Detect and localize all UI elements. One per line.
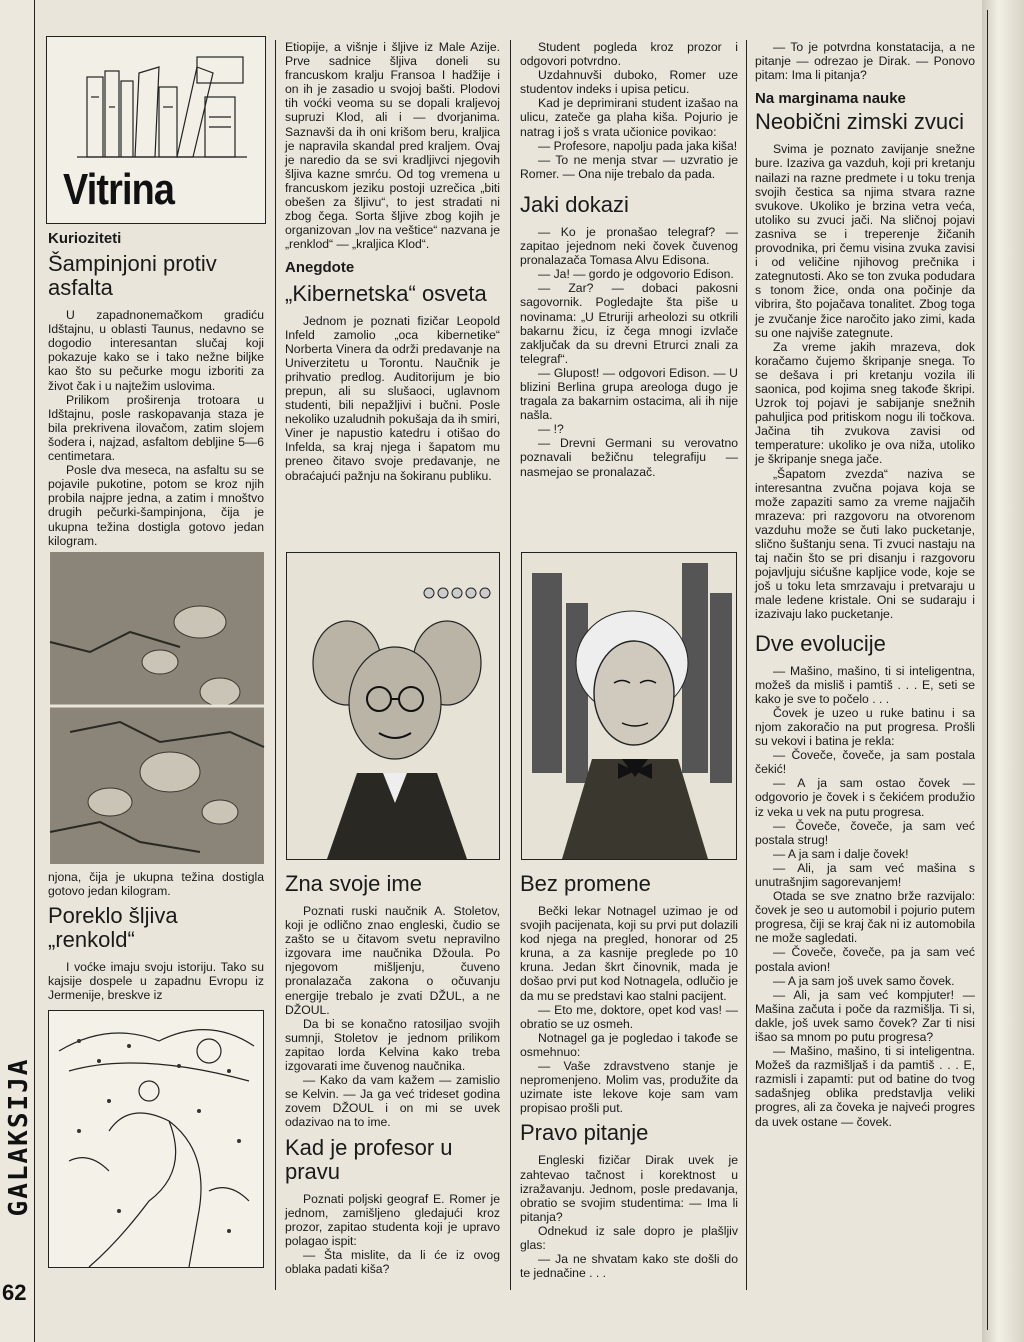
drawing	[522, 553, 736, 859]
paragraph: Čovek je uzeo u ruke batinu i sa njom zakoračio na put progresa. Prošli su vekovi i batina je rekla:	[755, 705, 975, 749]
column-3-continued	[520, 866, 738, 1280]
column-4	[755, 40, 975, 1129]
book-spine	[135, 67, 159, 157]
paragraph: — Mašino, mašino, ti si inteligentna. Možeš da razmišljaš i da pamtiš . . . E, razmisli i zapamti: put od batine do tvog sadašnjeg oblika predstavlja veliki progres, ali za čoveka je najveći progres da uvek ostane — čovek.	[755, 1044, 975, 1129]
kicker: Anegdote	[285, 259, 355, 277]
drawing	[287, 553, 499, 859]
headline: Šampinjoni protiv asfalta	[48, 251, 217, 301]
paragraph: — Šta mislite, da li će iz ovog oblaka padati kiša?	[285, 1247, 500, 1276]
headline: Zna svoje ime	[285, 871, 422, 896]
paragraph: Da bi se konačno ratosiljao svojih sumnji, Stoletov je jednom prilikom zapitao lorda Kelvina kako treba izgovarati ime čuvenog naučnika.	[285, 1016, 500, 1074]
page-edge-rule	[987, 10, 988, 1330]
paragraph: — Zar? — dobaci pakosni sagovornik. Pogledajte šta piše u novinama: „U Etruriji arheolozi su otkrili bakarnu žicu, iz čega mnogi izvlače zaključak da su drevni Etrurci znali za telegraf“.	[520, 281, 738, 366]
paragraph: — Vaše zdravstveno stanje je nepromenjeno. Molim vas, produžite da uzimate iste lekove koje sam vam propisao prošli put.	[520, 1059, 738, 1116]
book-spine	[177, 67, 213, 157]
paragraph: — Čoveče, čoveče, ja sam već postala strug!	[755, 818, 975, 847]
vitrina-header-box	[46, 36, 266, 224]
paragraph: Etiopije, a višnje i šljive iz Male Azije. Prve sadnice šljiva doneli su francuskom kralju Fransoa I hadžije i on ih je zasadio u svojoj bašti. Plodovi tih voćki veoma su se dopali kraljevoj supruzi Klod, ali i — dvorjanima. Saznavši da ih oni krišom beru, kraljica je napravila skandal pred kraljem. Ovaj je naredio da se svi kradljivci njegovih šljiva kazne smrću. Od tog vremena u francuskom jeziku postoji uzrečica „biti obešen za šljivu“, to jest stradati ni zbog čega. Sorta šljive zbog kojih je organizovan „lov na veštice“ nazvana je „renklod“ — „kraljica Klod“.	[285, 40, 500, 252]
paragraph: Prilikom proširenja trotoara u Idštajnu, posle raskopavanja staza je bila prekrivena ilovačom, zatim slojem šodera i, najzad, asfaltom debljine 5—6 centimetara.	[48, 392, 264, 464]
paragraph: — Glupost! — odgovori Edison. — U blizini Berlina grupa areologa dugo je tragala za bakarnim ostacima, ali ih nije našla.	[520, 365, 738, 423]
books-illustration	[47, 37, 265, 167]
paragraph: Uzdahnuvši duboko, Romer uze studentov indeks i upisa peticu.	[520, 68, 738, 97]
column-3	[520, 40, 738, 479]
paragraph-continued: njona, čija je ukupna težina dostigla gotovo jedan kilogram.	[48, 870, 264, 899]
column-1	[48, 230, 264, 548]
headline: Dve evolucije	[755, 630, 886, 656]
mushroom-asphalt-photo	[50, 552, 264, 864]
paragraph: Bečki lekar Notnagel uzimao je od svojih pacijenata, koji su prvi put dolazili kod njega na pregled, honorar od 25 kruna, a za kasnije preglede po 10 kruna. Jedan škrt činovnik, mada je došao prvi put kod Notnagela, odlučio je da mu se predstavi kao stalni pacijent.	[520, 904, 738, 1003]
paragraph: — Kako da vam kažem — zamislio se Kelvin. — Ja ga već trideset godina zovem DŽOUL i on mi se uvek odazivao na to ime.	[285, 1073, 500, 1130]
paragraph: — Ali, ja sam već mašina s unutrašnjim sagorevanjem!	[755, 860, 975, 889]
page-spine	[982, 0, 1024, 1342]
paragraph: — Čoveče, čoveče, ja sam postala čekić!	[755, 748, 975, 777]
paragraph: Engleski fizičar Dirak uvek je zahtevao tačnost i korektnost u izražavanju. Jednom, posle predavanja, obratio se svojim studentima: — Ima li pitanja?	[520, 1153, 738, 1224]
brand-text: GALAKSIJA	[4, 1057, 34, 1217]
wiener-lecture-illustration	[286, 552, 500, 860]
paragraph: Poznati ruski naučnik A. Stoletov, koji je odlično znao engleski, čudio se zašto se u čitavom svetu nepravilno izgovara ime naučnika Džoula. Po njegovom mišljenju, čuveno pronalazača zakona o očuvanju energije trebalo je zvati DŽUL, a ne DŽOUL.	[285, 904, 500, 1017]
paragraph: U zapadnonemačkom gradiću Idštajnu, u oblasti Taunus, nedavno se dogodio interesantan slučaj koji pokazuje kako se i tako nežne biljke kao što su pečurke mogu izboriti za život čak i u najtežim uslovima.	[48, 308, 264, 393]
paragraph: — A ja sam još uvek samo čovek.	[773, 973, 955, 988]
paragraph: — Mašino, mašino, ti si inteligentna, možeš da misliš i pamtiš . . . E, seti se kako je sve to počelo . . .	[755, 663, 975, 706]
edison-portrait-illustration	[521, 552, 737, 860]
paragraph: — A ja sam i dalje čovek!	[773, 846, 909, 861]
paragraph: Odnekud iz sale dopro je plašljiv glas:	[520, 1223, 738, 1252]
column-2	[285, 40, 500, 483]
paragraph: „Šapatom zvezda“ naziva se interesantna zvučna pojava koja se može zapaziti samo za vreme najjačih mrazeva: pri razgovoru na otvorenom vazduhu može se čuti lako pucketanje, slično šuštanju sena. Ti zvuci nastaju na taj način što se pri disanju i razgovoru pojavljuju sićušne kapljice vode, koje se još u toku leta smrzavaju i pretvaraju u male ledene kristale. Oni se sudaraju i izazivaju lako pucketanje.	[755, 466, 975, 622]
column-2-continued	[285, 866, 500, 1276]
paragraph: — A ja sam ostao čovek — odgovorio je čovek i s čekićem produžio iz veka u vek na putu progresa.	[755, 776, 975, 819]
paragraph: Svima je poznato zavijanje snežne bure. Izaziva ga vazduh, koji pri kretanju nailazi na razne predmete i u toku trenja svojih čestica sa njima stvara razne svukove. Ukoliko je brzina vetra veća, utoliko su zvuci jači. Na sličnoj pojavi zasniva se i treperenje žičanih provodnika, pri čemu visina zvuka zavisi i od veličine njihovog prečnika i zategnutosti. Ako se ton zvuka podudara s tonom žice, onda ona počinje da vibrira, što pojačava tonalitet. Zbog toga je zvučanje žice naročito jako zimi, kada su one najviše zategnute.	[755, 142, 975, 340]
column-rule	[275, 40, 276, 1290]
column-1-continued	[48, 870, 264, 1002]
section-title: Vitrina	[63, 165, 175, 214]
paragraph: Student pogleda kroz prozor i odgovori potvrdno.	[520, 40, 738, 69]
headline: Neobični zimski zvuci	[755, 109, 965, 135]
paragraph: — Ko je pronašao telegraf? — zapitao jejednom neki čovek čuvenog pronalazača Tomasa Alvu Edisona.	[520, 224, 738, 268]
paragraph: I voćke imaju svoju istoriju. Tako su kajsije dospele u zapadnu Evropu iz Jermenije, breskve iz	[48, 960, 264, 1003]
paragraph: — Eto me, doktore, opet kod vas! — obratio se uz osmeh.	[520, 1002, 738, 1031]
headline: Pravo pitanje	[520, 1120, 649, 1146]
column-rule	[746, 40, 747, 1290]
drawing	[49, 1011, 263, 1267]
paragraph: Za vreme jakih mrazeva, dok koračamo čujemo škripanje snega. To se dešava i pri kretanju vozila ili saonica, pod kojima sneg takođe škripi. Uzrok toj pojavi je sabijanje snežnih pahuljica pod pritiskom nogu ili točkova. Jačina tih zvukova zavisi od temperature: ukoliko je ova niža, utoliko je škripanje snega jače.	[755, 339, 975, 467]
headline: „Kibernetska“ osveta	[285, 280, 487, 306]
paragraph: — To ne menja stvar — uzvratio je Romer. — Ona nije trebalo da pada.	[520, 152, 738, 181]
headline: Bez promene	[520, 871, 651, 896]
paragraph: Jednom je poznati fizičar Leopold Infeld zamolio „oca kibernetike“ Norberta Vinera da održi predavanje na Univerzitetu u Torontu. Naučnik je prihvatio predlog. Auditorijum je bio prepun, ali su slušaoci, uglavnom studenti, bili nepažljivi i bučni. Posle nekoliko uzaludnih pokušaja da ih smiri, Viner je napustio katedru i otišao do Infelda, sa kraj njega i šapatom mu preneo čitavo svoje predavanje, ne obraćajući pažnju na šokiranu publiku.	[285, 313, 500, 483]
kicker: Na marginama nauke	[755, 90, 906, 108]
paragraph: — Drevni Germani su verovatno poznavali bežičnu telegrafiju — nasmejao se pronalazač.	[520, 436, 738, 479]
paragraph: — !?	[538, 422, 564, 437]
headline: Poreklo šljiva „renkold“	[48, 903, 178, 953]
paragraph: Poznati poljski geograf E. Romer je jednom, zamišljeno gledajući kroz prozor, zapitao studenta koji je upravo polagao ispit:	[285, 1191, 500, 1248]
book-spine	[121, 81, 133, 157]
photo-texture	[50, 552, 264, 864]
paragraph: Kad je deprimirani student izašao na ulicu, zateče ga plaha kiša. Pojurio je natrag i još s vrata učionice povikao:	[520, 96, 738, 139]
paragraph: Notnagel ga je pogledao i takođe se osmehnuo:	[520, 1030, 738, 1059]
headline: Jaki dokazi	[520, 191, 629, 217]
paragraph: Posle dva meseca, na asfaltu su se pojavile pukotine, potom se kroz njih probila najpre jedna, a zatim i mnoštvo drugih pečurki-šampinjona, čija je ukupna težina dostigla gotovo jedan kilogram.	[48, 463, 264, 548]
side-brand	[4, 1030, 34, 1260]
paragraph: — To je potvrdna konstatacija, a ne pitanje — odrezao je Dirak. — Ponovo pitam: Ima li pitanja?	[755, 40, 975, 83]
paragraph: — Ja! — gordo je odgovorio Edison.	[538, 267, 734, 282]
column-rule	[510, 40, 511, 1290]
book-spine	[159, 87, 177, 157]
kicker: Kurioziteti	[48, 230, 122, 247]
plum-garden-illustration	[48, 1010, 264, 1268]
headline: Kad je profesor u pravu	[285, 1134, 453, 1184]
paragraph: — Čoveče, čoveče, pa ja sam već postala avion!	[755, 945, 975, 974]
paragraph: — Profesore, napolju pada jaka kiša!	[538, 138, 738, 153]
paragraph: Otada se sve znatno brže razvijalo: čovek je seo u automobil i pojurio putem progresa, čiji se kraj čak ni iz automobila ne može sagledati.	[755, 889, 975, 946]
page-number: 62	[2, 1280, 27, 1305]
paragraph: — Ja ne shvatam kako ste došli do te jednačine . . .	[520, 1252, 738, 1281]
paragraph: — Ali, ja sam već kompjuter! — Mašina začuta i poče da razmišlja. Ti si, dakle, još uvek samo čovek? Zar ti nisi išao sa mnom po putu progresa?	[755, 987, 975, 1044]
book-spine	[87, 77, 103, 157]
book-spine	[105, 71, 119, 157]
